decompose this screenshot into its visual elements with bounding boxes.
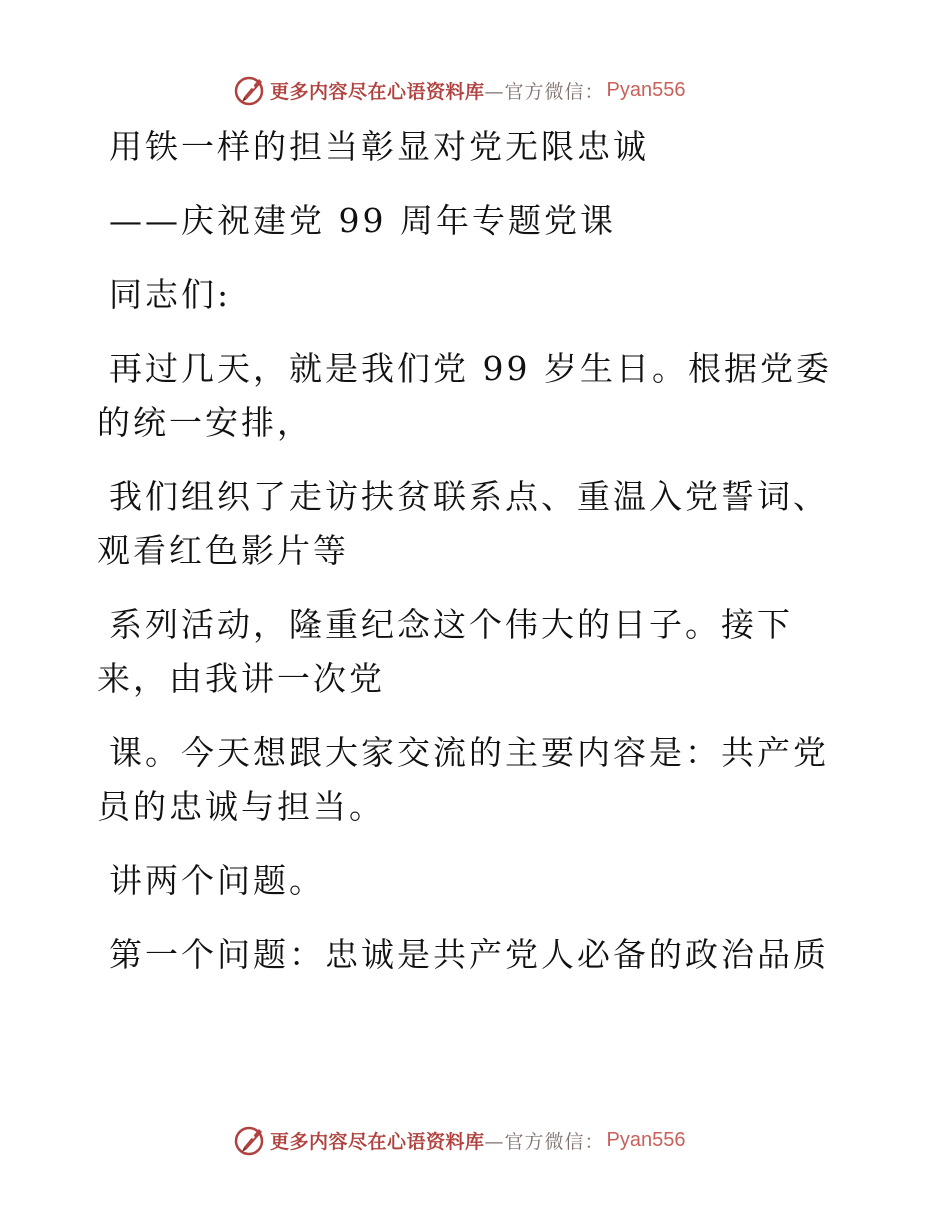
header-wechat-id: Pyan556 <box>606 78 686 101</box>
header-banner <box>232 71 686 109</box>
document-title: 用铁一样的担当彰显对党无限忠诚 <box>109 127 649 166</box>
footer-promo-text: 更多内容尽在心语资料库 <box>270 1130 485 1153</box>
paragraph: 讲两个问题。 <box>109 861 325 900</box>
pen-nib-logo-icon <box>232 1123 266 1157</box>
header-promo-text: 更多内容尽在心语资料库 <box>270 80 485 103</box>
paragraph: 课。今天想跟大家交流的主要内容是：共产党员的忠诚与担当。 <box>97 733 829 826</box>
document-subtitle: ——庆祝建党 99 周年专题党课 <box>109 201 616 240</box>
header-wechat-label: —官方微信： <box>484 80 605 103</box>
paragraph: 系列活动，隆重纪念这个伟大的日子。接下来，由我讲一次党 <box>97 605 793 698</box>
footer-banner <box>232 1121 686 1159</box>
footer-wechat-id: Pyan556 <box>606 1128 686 1151</box>
paragraph: 同志们: <box>109 275 232 314</box>
section-heading: 第一个问题：忠诚是共产党人必备的政治品质 <box>109 935 829 974</box>
paragraph: 我们组织了走访扶贫联系点、重温入党誓词、观看红色影片等 <box>97 477 829 570</box>
paragraph: 再过几天，就是我们党 99 岁生日。根据党委的统一安排， <box>97 349 832 442</box>
footer-wechat-label: —官方微信： <box>484 1130 605 1153</box>
pen-nib-logo-icon <box>232 73 266 107</box>
document-body <box>97 120 837 1002</box>
